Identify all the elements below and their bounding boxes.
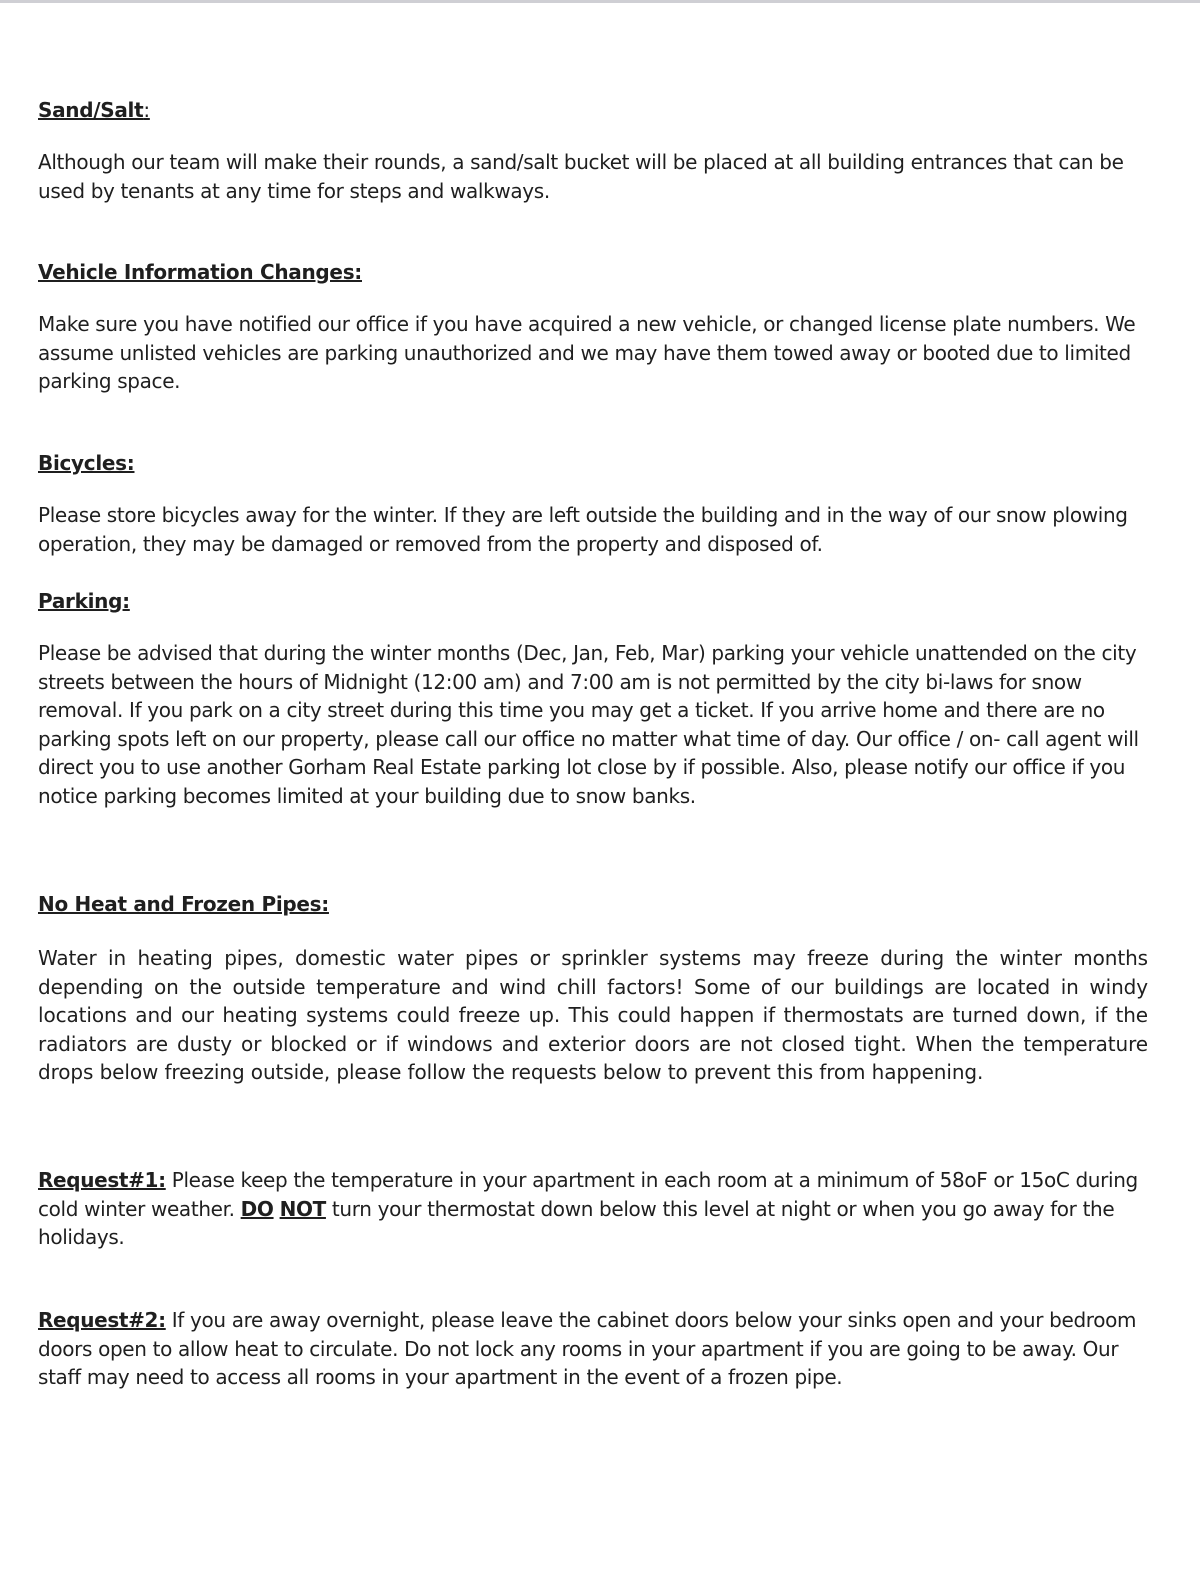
paragraph-parking: Please be advised that during the winter months (Dec, Jan, Feb, Mar) parking your vehicle unattended on the city streets between the hours of Midnight (12:00 am) and 7:00 am is not permitted by the city bi-laws for snow removal. If you park on a city street during this time you may get a ticket. If you arrive home and there are no parking spots left on our property, please call our office no matter what time of day. Our office / on- call agent will direct you to use another Gorham Real Estate parking lot close by if possible. Also, please notify our office if you notice parking becomes limited at your building due to snow banks. — [38, 641, 1139, 808]
section-request-2 — [38, 1306, 1148, 1392]
paragraph-bicycles: Please store bicycles away for the winter. If they are left outside the building and in the way of our snow plowing operation, they may be damaged or removed from the property and disposed of. — [38, 503, 1128, 556]
paragraph-no-heat: Water in heating pipes, domestic water pipes or sprinkler systems may freeze during the winter months depending on the outside temperature and wind chill factors! Some of our buildings are located in windy locations and our heating systems could freeze up. This could happen if thermostats are turned down, if the radiators are dusty or blocked or if windows and exterior doors are not closed tight. When the temperature drops below freezing outside, please follow the requests below to prevent this from happening. — [38, 946, 1148, 1085]
emphasis-not: NOT — [279, 1196, 326, 1221]
heading-vehicle-info: Vehicle Information Changes: — [38, 260, 362, 284]
request-2-label: Request#2: — [38, 1308, 166, 1332]
heading-parking: Parking: — [38, 589, 130, 613]
heading-sand-salt: Sand/Salt: — [38, 98, 150, 122]
section-vehicle-info — [38, 258, 1148, 396]
heading-no-heat: No Heat and Frozen Pipes: — [38, 892, 329, 916]
section-request-1 — [38, 1166, 1148, 1252]
paragraph-sand-salt: Although our team will make their rounds, a sand/salt bucket will be placed at all building entrances that can be used by tenants at any time for steps and walkways. — [38, 150, 1124, 203]
paragraph-request-2: Request#2: If you are away overnight, please leave the cabinet doors below your sinks open and your bedroom doors open to allow heat to circulate. Do not lock any rooms in your apartment if you are going to be away. Our staff may need to access all rooms in your apartment in the event of a frozen pipe. — [38, 1308, 1137, 1390]
paragraph-vehicle-info: Make sure you have notified our office if you have acquired a new vehicle, or changed license plate numbers. We assume unlisted vehicles are parking unauthorized and we may have them towed away or booted due to limited parking space. — [38, 312, 1136, 394]
heading-bicycles: Bicycles: — [38, 451, 135, 475]
section-bicycles — [38, 449, 1148, 558]
paragraph-request-1: Request#1: Please keep the temperature in your apartment in each room at a minimum of 58oF or 15oC during cold winter weather. DO NOT turn your thermostat down below this level at night or when you go away for the holidays. — [38, 1168, 1138, 1250]
request-1-label: Request#1: — [38, 1168, 166, 1192]
section-sand-salt — [38, 96, 1148, 205]
section-no-heat — [38, 890, 1148, 1087]
section-parking — [38, 587, 1148, 811]
emphasis-do: DO — [240, 1196, 274, 1221]
top-border — [0, 0, 1200, 3]
